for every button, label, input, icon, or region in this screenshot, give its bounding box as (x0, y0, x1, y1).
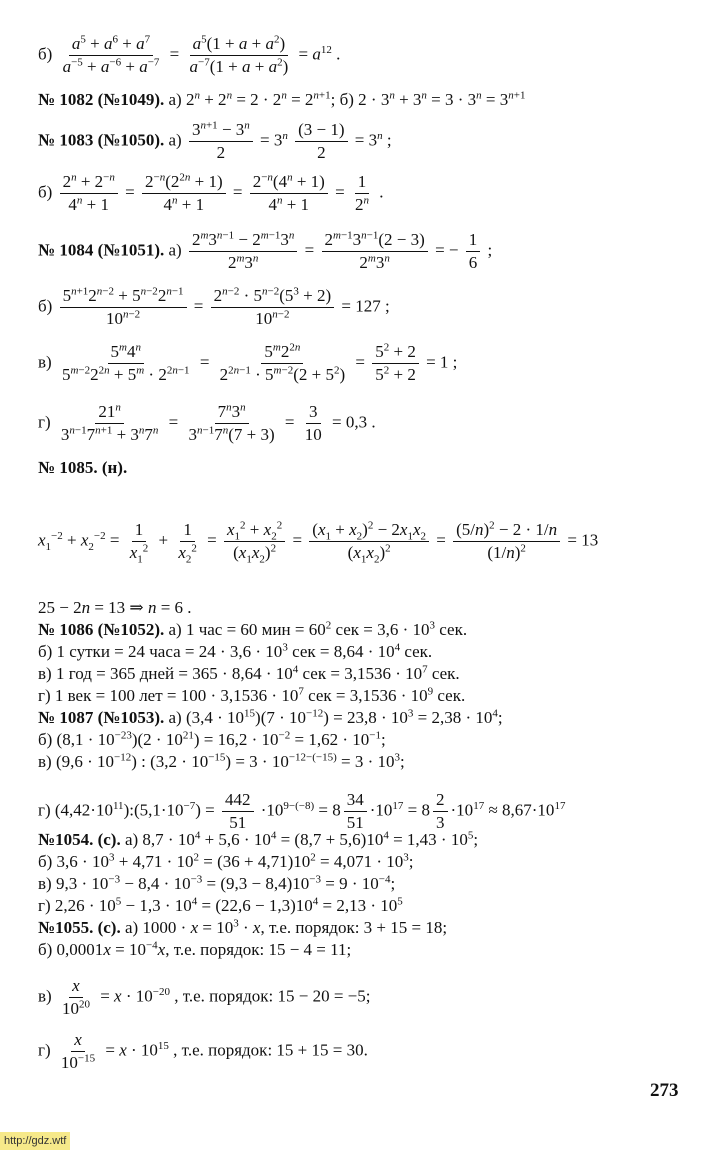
text-line: № 1084 (№1051). а) $\frac{2^m3^{n-1} - 2^{m-1}3^n}{2^m3^n}$ = $\frac{2^{m-1}3^{n-1}(2 - 3)}{2^m3^n}$ = − $\frac{1}{6}$ ; (38, 229, 493, 272)
text-line: б) $3,6 \cdot 10^3 + 4,71 \cdot 10^2 = (36 + 4,71)10^2 = 4,071 \cdot 10^3$; (38, 851, 414, 871)
text-line: №1054. (с). а) $8,7 \cdot 10^4 + 5,6 \cdot 10^4 = (8,7 + 5,6)10^4 = 1,43 \cdot 10^5$; (38, 829, 479, 849)
text-line: б) $\frac{5^{n+1}2^{n-2} + 5^{n-2}2^{n-1}}{10^{n-2}}$ = $\frac{2^{n-2} \cdot 5^{n-2}(5^3 + 2)}{10^{n-2}}$ = 127 ; (38, 285, 390, 328)
text-line: б) $\frac{2^n + 2^{-n}}{4^n + 1}$ = $\frac{2^{-n}(2^{2n} + 1)}{4^n + 1}$ = $\frac{2^{-n}(4^n + 1)}{4^n + 1}$ = $\frac{1}{2^n}$ . (38, 171, 384, 214)
text-line: в) 1 год = 365 дней = $365 \cdot 8,64 \cdot 10^4$ сек = $3,1536 \cdot 10^7$ сек. (38, 663, 460, 683)
text-line: б) $(8,1 \cdot 10^{-23})(2 \cdot 10^{21}) = 16,2 \cdot 10^{-2} = 1,62 \cdot 10^{-1}$; (38, 729, 386, 749)
page-number: 273 (650, 1080, 679, 1101)
text-line: г) $(4,42\cdot 10^{11}):(5,1\cdot 10^{-7})$ = $\frac{442}{51}$ $\cdot 10^{9-(-8)} = 8$ $\frac{34}{51}$ $\cdot 10^{17} = 8$ $\frac{2}{3}$ $\cdot 10^{17} \approx 8,67\cdot 10^{17}$ (38, 790, 566, 832)
text-line: № 1085. (н). (38, 458, 128, 477)
text-line: г) 1 век = 100 лет = $100 \cdot 3,1536 \cdot 10^7$ сек = $3,1536 \cdot 10^9$ сек. (38, 685, 466, 705)
text-line: в) $(9,6 \cdot 10^{-12})$ : $(3,2 \cdot 10^{-15}) = 3 \cdot 10^{-12-(-15)} = 3 \cdot 10^3$; (38, 751, 405, 771)
text-line: 25 − 2n = 13 ⇒ n = 6 . (38, 598, 192, 617)
text-line: г) $2,26 \cdot 10^5 - 1,3 \cdot 10^4 = (22,6 - 1,3)10^4 = 2,13 \cdot 10^5$ (38, 895, 403, 915)
text-line: № 1087 (№1053). а) $(3,4 \cdot 10^{15})(7 \cdot 10^{-12}) = 23,8 \cdot 10^3 = 2,38 \cdot 10^4$; (38, 707, 503, 727)
text-line: б) 1 сутки = 24 часа = $24 \cdot 3,6 \cdot 10^3$ сек = $8,64 \cdot 10^4$ сек. (38, 641, 433, 661)
text-line: №1055. (с). а) $1000 \cdot x = 10^3 \cdot x$, т.е. порядок: 3 + 15 = 18; (38, 917, 448, 937)
text-line: б) $0,0001x = 10^{-4}x$, т.е. порядок: 15 − 4 = 11; (38, 939, 352, 959)
text-line: г) $\frac{x}{10^{-15}}$ = $x \cdot 10^{15}$ , т.е. порядок: 15 + 15 = 30. (38, 1030, 368, 1072)
text-line: № 1083 (№1050). а) $\frac{3^{n+1} - 3^n}{2}$ = $3^n$ $\frac{(3 - 1)}{2}$ = $3^n$ ; (38, 119, 392, 162)
text-line: № 1082 (№1049). а) $2^n + 2^n = 2 \cdot 2^n = 2^{n+1}$; б) $2 \cdot 3^n + 3^n = 3 \cdot 3^n = 3^{n+1}$ (38, 89, 526, 109)
text-line: № 1086 (№1052). а) 1 час = 60 мин = $60^2$ сек = $3,6 \cdot 10^3$ сек. (38, 619, 468, 639)
text-line: в) $9,3 \cdot 10^{-3} - 8,4 \cdot 10^{-3} = (9,3 - 8,4)10^{-3} = 9 \cdot 10^{-4}$; (38, 873, 396, 893)
text-line: $x_1^{-2} + x_2^{-2}$ = $\frac{1}{x_1^2}$ + $\frac{1}{x_2^2}$ = $\frac{x_1^2 + x_2^2}{(x_1x_2)^2}$ = $\frac{(x_1 + x_2)^2 - 2x_1x_2}{(x_1x_2)^2}$ = $\frac{(5/n)^2 - 2 \cdot 1/n}{(1/n)^2}$ = 13 (38, 519, 599, 566)
text-line: г) $\frac{21^n}{3^{n-1}7^{n+1} + 3^n7^n}$ = $\frac{7^n3^n}{3^{n-1}7^n(7 + 3)}$ = $\frac{3}{10}$ = 0,3 . (38, 401, 376, 444)
text-line: в) $\frac{5^m4^n}{5^{m-2}2^{2n} + 5^m \cdot 2^{2n-1}}$ = $\frac{5^m2^{2n}}{2^{2n-1} \cdot 5^{m-2}(2 + 5^2)}$ = $\frac{5^2 + 2}{5^2 + 2}$ = 1 ; (38, 341, 458, 384)
text-line: в) $\frac{x}{10^{20}}$ = $x \cdot 10^{-20}$ , т.е. порядок: 15 − 20 = −5; (38, 976, 371, 1018)
watermark-link[interactable]: http://gdz.wtf (0, 1132, 70, 1150)
text-line: б) $\frac{a^5 + a^6 + a^7}{a^{-5} + a^{-6} + a^{-7}}$ = $\frac{a^5(1 + a + a^2)}{a^{-7}(1 + a + a^2)}$ = $a^{12}$ . (38, 33, 341, 76)
